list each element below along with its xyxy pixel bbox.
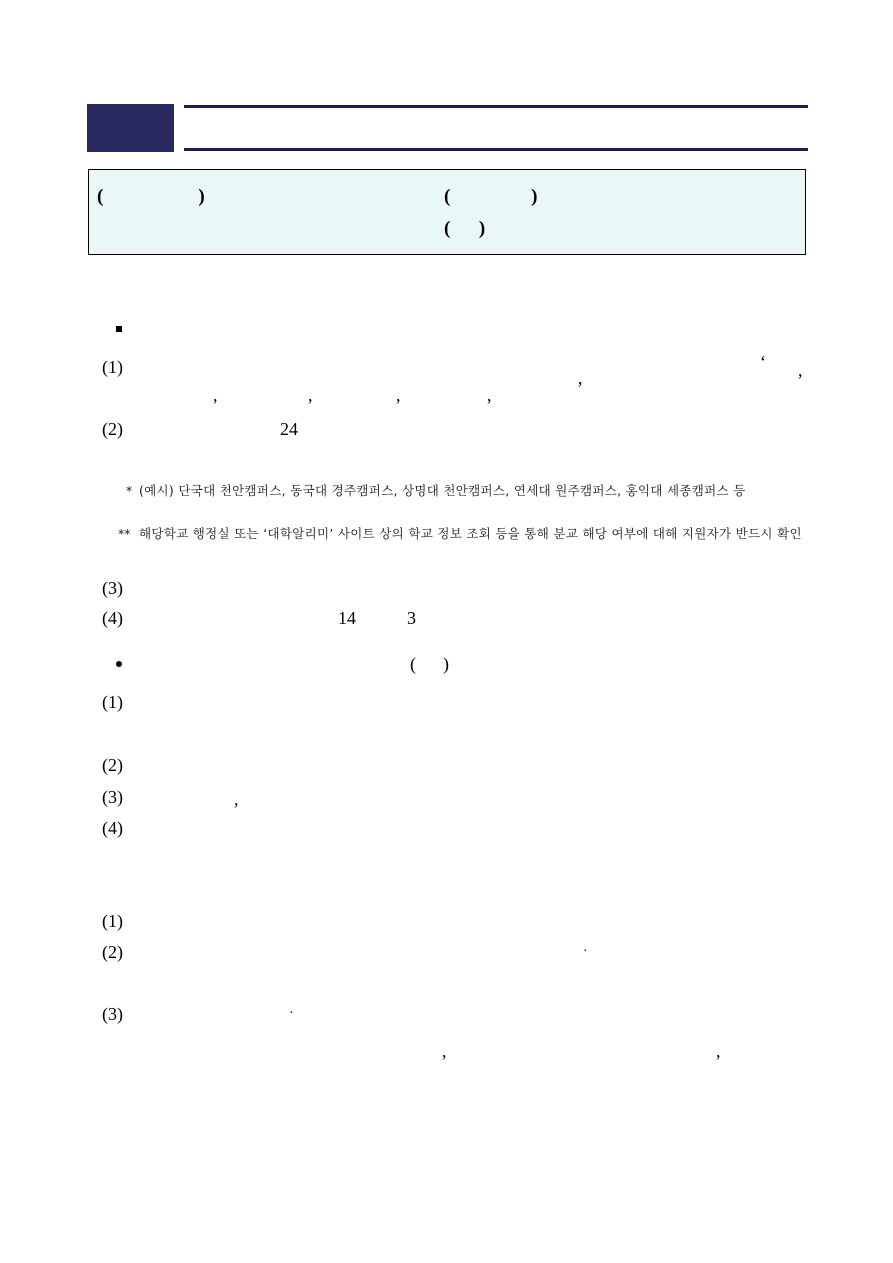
footnote-1-text: (예시) 단국대 천안캠퍼스, 동국대 경주캠퍼스, 상명대 천안캠퍼스, 연세대 원주캠퍼스, 홍익대 세종캠퍼스 등 xyxy=(139,483,746,498)
header-banner xyxy=(87,104,808,154)
footnote-2-text: 해당학교 행정실 또는 ‘대학알리미’ 사이트 상의 학교 정보 조회 등을 통해 분교 해당 여부에 대해 지원자가 반드시 확인 xyxy=(139,526,802,541)
section3-tail-comma-1: , xyxy=(442,1041,447,1061)
section1-item3-number: (3) xyxy=(102,578,123,598)
section2-item3-comma: , xyxy=(234,789,239,809)
info-box xyxy=(88,169,806,255)
info-box-line2-right: ( ) xyxy=(444,218,486,239)
section1-item1-comma: , xyxy=(798,360,803,380)
section2-item4-number: (4) xyxy=(102,818,123,838)
section1-item1-open-quote: ‘ xyxy=(760,352,766,372)
section1-item4-value-b: 3 xyxy=(407,608,416,628)
section1-item1-line2-comma-2: , xyxy=(308,385,313,405)
section2-item2-number: (2) xyxy=(102,755,123,775)
section3-item2-number: (2) xyxy=(102,942,123,962)
section3-tail-comma-2: , xyxy=(716,1041,721,1061)
header-rule-bottom xyxy=(184,148,808,151)
section3-item3-middot: · xyxy=(289,1006,294,1021)
section2-bullet-marker xyxy=(116,661,122,667)
section1-item1-line2-comma-1: , xyxy=(213,385,218,405)
info-box-line1-right: ( ) xyxy=(444,186,538,207)
section1-item2-number: (2) xyxy=(102,419,123,439)
section3-item3-number: (3) xyxy=(102,1004,123,1024)
section1-bullet-marker xyxy=(116,326,122,332)
section1-item1-line2-comma-4: , xyxy=(487,385,492,405)
header-rule-top xyxy=(184,105,808,108)
footnote-2-marker: ** xyxy=(118,526,131,541)
section1-item4-value-a: 14 xyxy=(338,608,356,628)
section2-item1-number: (1) xyxy=(102,692,123,712)
section1-item1-number: (1) xyxy=(102,357,123,377)
section3-item1-number: (1) xyxy=(102,911,123,931)
header-navy-swatch xyxy=(87,104,174,152)
info-box-line1-left: ( ) xyxy=(97,186,205,207)
section1-item1-close-quote: ’ xyxy=(577,378,583,398)
section3-item2-middot: · xyxy=(583,944,588,959)
section1-item2-value: 24 xyxy=(280,419,298,439)
footnote-1-marker: * xyxy=(126,483,133,498)
section2-item3-number: (3) xyxy=(102,787,123,807)
section1-item1-line2-comma-3: , xyxy=(396,385,401,405)
section1-item4-number: (4) xyxy=(102,608,123,628)
section2-heading-paren: ( ) xyxy=(410,654,449,674)
